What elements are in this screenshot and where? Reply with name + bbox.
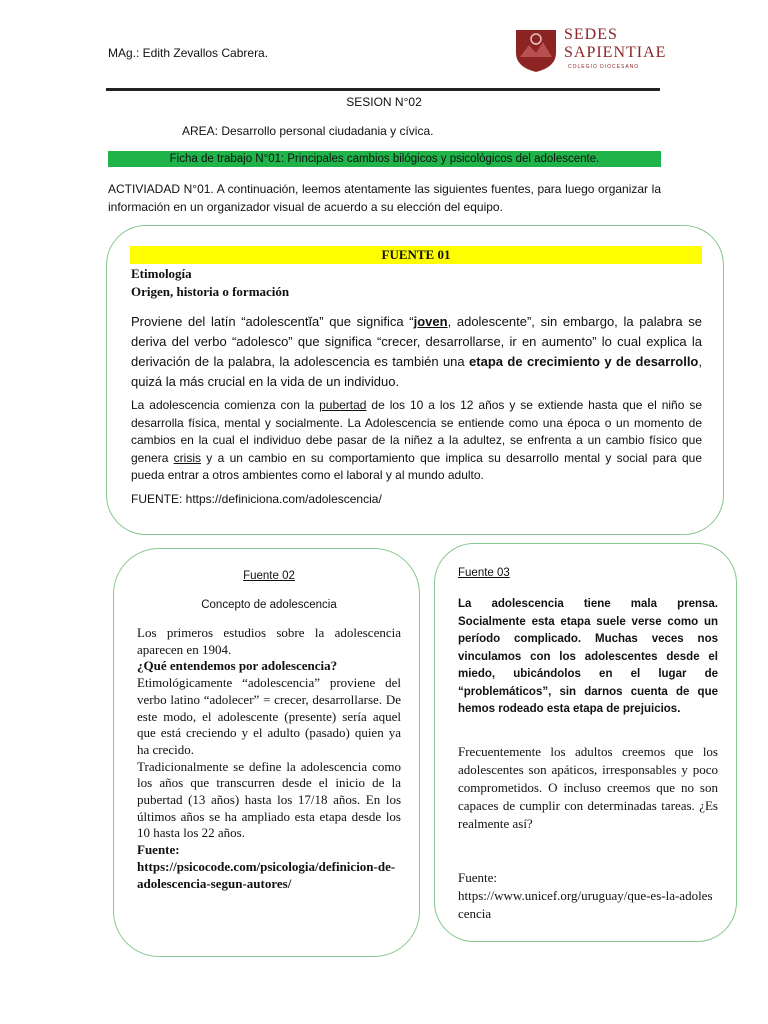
etymology-heading: Etimología xyxy=(131,266,192,281)
school-logo xyxy=(510,24,667,78)
area-label: AREA: Desarrollo personal ciudadania y cívica. xyxy=(182,124,434,138)
source-1-citation: FUENTE: https://definiciona.com/adolescencia/ xyxy=(131,492,382,506)
source-2-paragraph-3: Tradicionalmente se define la adolescencia como los años que transcurren desde el inicio de la pubertad (13 años) hasta los 17/18 años. En los últimos años se ha ampliado esta etapa desde los 10 hasta los 22 años. xyxy=(137,758,401,841)
source-2-paragraph-1: Los primeros estudios sobre la adolescencia aparecen en 1904. xyxy=(137,625,401,657)
source-2-subtitle: Concepto de adolescencia xyxy=(201,599,337,611)
source-1-title: FUENTE 01 xyxy=(130,246,702,264)
activity-instructions: ACTIVIADAD N°01. A continuación, leemos atentamente las siguientes fuentes, para luego organizar la información en un organizador visual de acuerdo a su elección del equipo. xyxy=(108,182,661,214)
source-3-paragraph-1: La adolescencia tiene mala prensa. Socialmente esta etapa suele verse como un período complicado. Muchas veces nos vinculamos con los adolescentes desde el miedo, ubicándolos en el lugar de “problemáticos”, sin darnos cuenta de que hemos rodeado esta etapa de prejuicios. xyxy=(458,598,718,715)
source-1-paragraph-1: Proviene del latín “adolescentĭa” que significa “joven, adolescente”, sin embargo, la palabra se deriva del verbo “adolesco” que significa “crecer, desarrollarse, ir en aumento” lo cual explica la derivación de la palabra, la adolescencia es también una etapa de crecimiento y de desarrollo, quizá la más crucial en la vida de un individuo. xyxy=(131,314,703,389)
author-name: MAg.: Edith Zevallos Cabrera. xyxy=(108,46,269,60)
source-1-paragraph-2: La adolescencia comienza con la pubertad de los 10 a los 12 años y se extiende hasta que el niño se desarrolla física, mental y socialmente. La Adolescencia se entiende como una época o un momento de cambios en la cual el individuo debe pasar de la niñez a la adultez, se enfrenta a un cambio físico que genera crisis y a un cambio en su comportamiento que implica su desarrollo mental y social para que pueda entrar a otros ambientes como el laboral y al mundo adulto. xyxy=(131,398,703,482)
logo-text-sub: COLEGIO DIOCESANO xyxy=(568,64,640,70)
source-3-citation-label: Fuente: xyxy=(458,870,497,885)
source-2-title: Fuente 02 xyxy=(243,570,295,582)
source-3-citation xyxy=(458,869,718,923)
logo-text-top: SEDES xyxy=(564,26,618,43)
source-2-citation-url: https://psicocode.com/psicologia/definicion-de-adolescencia-segun-autores/ xyxy=(137,858,396,891)
header-divider xyxy=(106,88,660,91)
source-3-paragraph-2: Frecuentemente los adultos creemos que los adolescentes son apáticos, irresponsables y poco comprometidos. O incluso creemos que no son capaces de cumplir con determinadas tareas. ¿Es realmente así? xyxy=(458,744,718,831)
source-2-text xyxy=(137,625,401,892)
logo-text-main: SAPIENTIAE xyxy=(564,44,667,61)
origin-heading: Origen, historia o formación xyxy=(131,284,290,299)
source-1-headings xyxy=(131,265,289,301)
worksheet-title: Ficha de trabajo N°01: Principales cambios bilógicos y psicológicos del adolescente. xyxy=(108,151,661,167)
shield-icon xyxy=(513,27,559,73)
source-2-question: ¿Qué entendemos por adolescencia? xyxy=(137,658,338,674)
source-2-paragraph-2: Etimológicamente “adolescencia” proviene del verbo latino “adolecer” = crecer, desarrollarse. De este modo, el adolescente (presente) sería aquel que está creciendo y el adulto (pasado) quien ya ha crecido. xyxy=(137,675,401,757)
source-3-citation-url: https://www.unicef.org/uruguay/que-es-la-adolescencia xyxy=(458,888,713,921)
source-2-citation-label: Fuente: xyxy=(137,842,180,858)
session-title: SESION N°02 xyxy=(346,95,422,109)
source-3-title: Fuente 03 xyxy=(458,567,510,579)
